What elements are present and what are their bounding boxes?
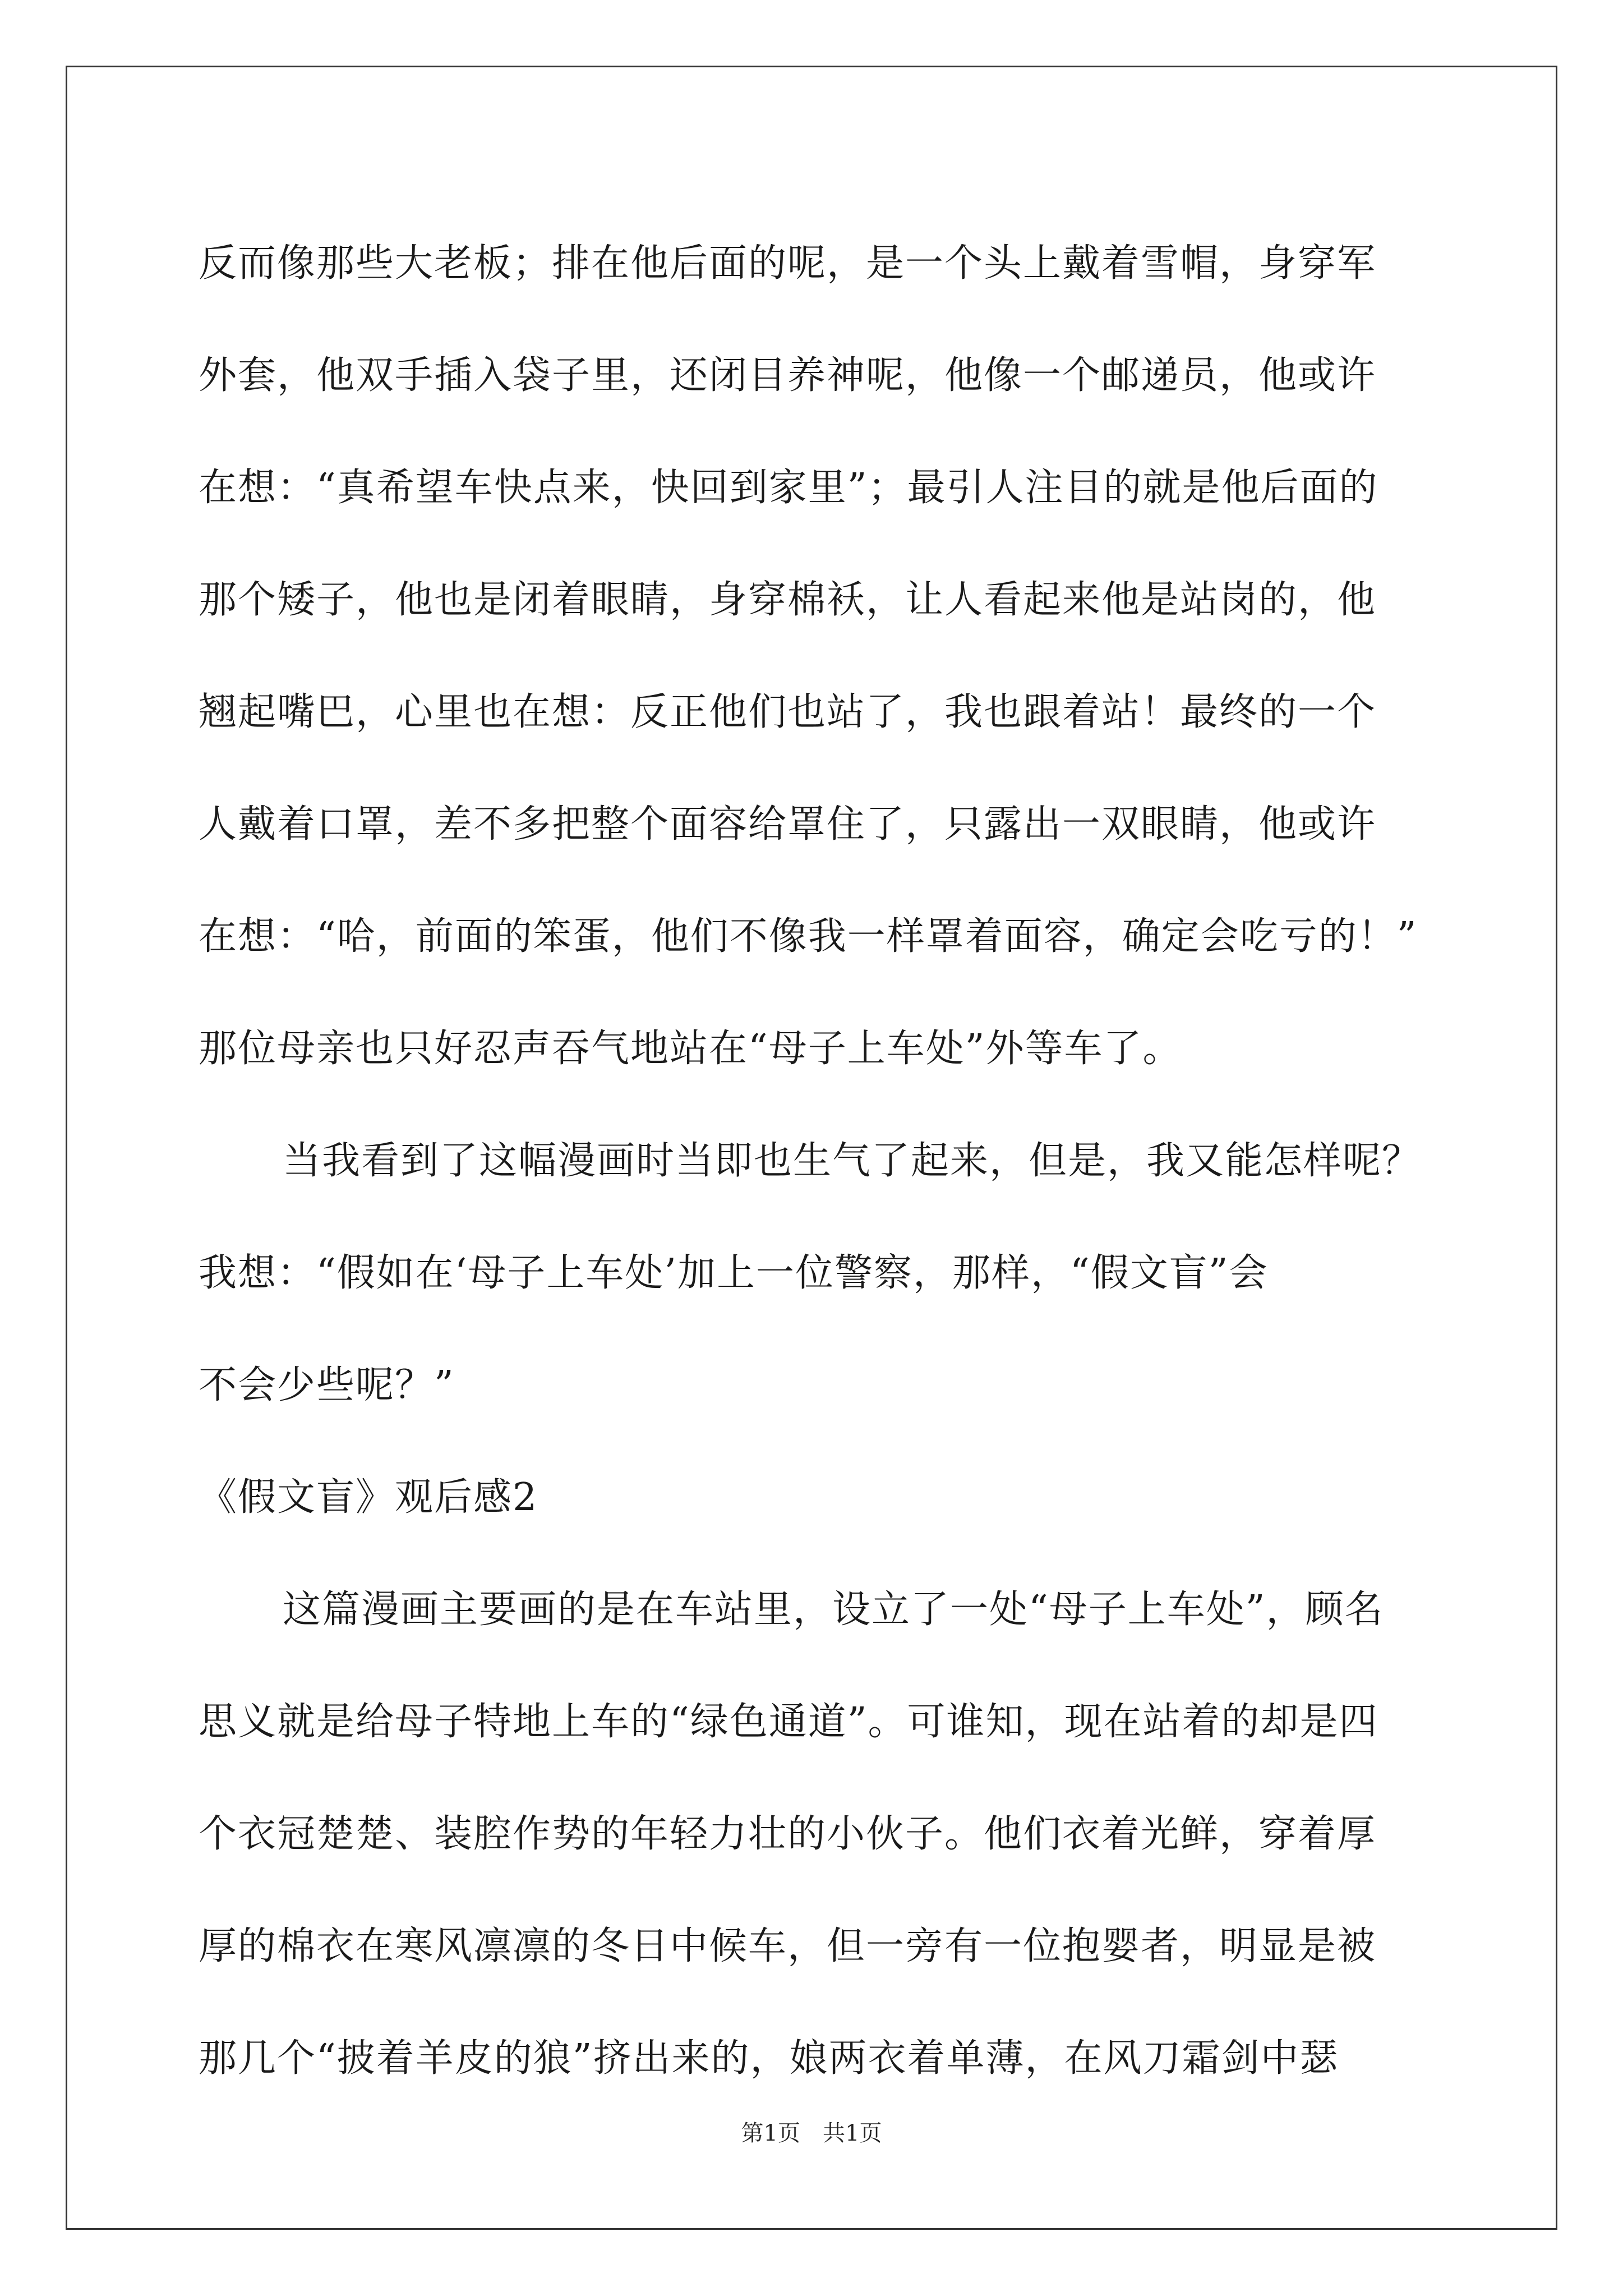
body-line: 反而像那些大老板；排在他后面的呢，是一个头上戴着雪帽，身穿军 — [199, 241, 1377, 286]
body-line: 厚的棉衣在寒风凛凛的冬日中候车，但一旁有一位抱婴者，明显是被 — [199, 1924, 1377, 1968]
paragraph-start-line: 当我看到了这幅漫画时当即也生气了起来，但是，我又能怎样呢？ — [283, 1139, 1422, 1183]
body-line: 外套，他双手插入袋子里，还闭目养神呢，他像一个邮递员，他或许 — [199, 353, 1377, 398]
body-line: 在想：“真希望车快点来，快回到家里”；最引人注目的就是他后面的 — [199, 466, 1378, 510]
body-line: 那个矮子，他也是闭着眼睛，身穿棉袄，让人看起来他是站岗的，他 — [199, 578, 1377, 622]
page-number-footer: 第1页 共1页 — [741, 2120, 882, 2146]
body-line: 翘起嘴巴，心里也在想：反正他们也站了，我也跟着站！最终的一个 — [199, 690, 1377, 734]
paragraph-start-line: 这篇漫画主要画的是在车站里，设立了一处“母子上车处”，顾名 — [283, 1588, 1384, 1632]
body-line: 不会少些呢？” — [199, 1363, 455, 1407]
body-line: 我想：“假如在‘母子上车处’加上一位警察，那样，“假文盲”会 — [199, 1251, 1269, 1295]
body-line: 在想：“哈，前面的笨蛋，他们不像我一样罩着面容，确定会吃亏的！” — [199, 914, 1418, 959]
body-line: 人戴着口罩，差不多把整个面容给罩住了，只露出一双眼睛，他或许 — [199, 802, 1377, 846]
section-heading: 《假文盲》观后感2 — [199, 1475, 538, 1520]
body-line: 思义就是给母子特地上车的“绿色通道”。可谁知，现在站着的却是四 — [199, 1700, 1378, 1744]
body-line: 那位母亲也只好忍声吞气地站在“母子上车处”外等车了。 — [199, 1027, 1182, 1071]
document-body — [199, 208, 1444, 2115]
body-line: 那几个“披着羊皮的狼”挤出来的，娘两衣着单薄，在风刀霜剑中瑟 — [199, 2036, 1339, 2081]
body-line: 个衣冠楚楚、装腔作势的年轻力壮的小伙子。他们衣着光鲜，穿着厚 — [199, 1812, 1377, 1856]
